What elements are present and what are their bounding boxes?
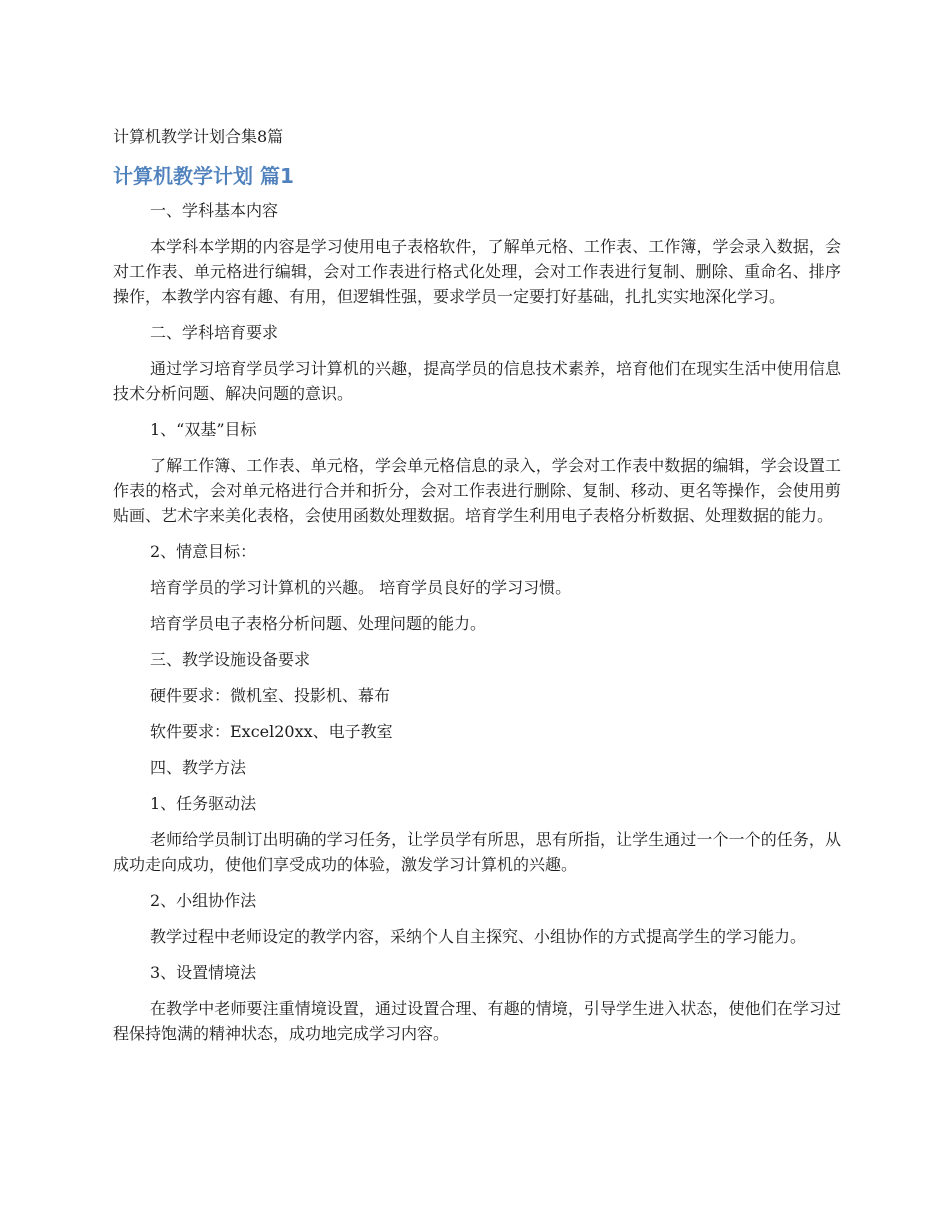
paragraph: 培育学员的学习计算机的兴趣。 培育学员良好的学习习惯。 [150, 578, 572, 597]
paragraph: 2、小组协作法 [150, 891, 257, 910]
paragraph: 1、“双基”目标 [150, 420, 257, 439]
paragraph: 二、学科培育要求 [150, 323, 279, 342]
document-title: 计算机教学计划合集8篇 [113, 127, 284, 146]
section-heading: 计算机教学计划 篇1 [113, 164, 294, 188]
paragraph: 本学科本学期的内容是学习使用电子表格软件，了解单元格、工作表、工作簿，学会录入数据，会对工作表、单元格进行编辑，会对工作表进行格式化处理，会对工作表进行复制、删除、重命名、排序操作，本教学内容有趣、有用，但逻辑性强，要求学员一定要打好基础，扎扎实实地深化学习。 [113, 237, 841, 306]
paragraph: 教学过程中老师设定的教学内容，采纳个人自主探究、小组协作的方式提高学生的学习能力。 [150, 927, 807, 946]
paragraph: 1、任务驱动法 [150, 794, 257, 813]
paragraph: 3、设置情境法 [150, 963, 257, 982]
paragraph: 一、学科基本内容 [150, 201, 279, 220]
paragraph: 培育学员电子表格分析问题、处理问题的能力。 [150, 614, 487, 633]
paragraph: 硬件要求：微机室、投影机、幕布 [150, 686, 391, 705]
paragraph: 在教学中老师要注重情境设置，通过设置合理、有趣的情境，引导学生进入状态，使他们在学习过程保持饱满的精神状态，成功地完成学习内容。 [113, 999, 841, 1043]
paragraph: 三、教学设施设备要求 [150, 650, 311, 669]
paragraph: 2、情意目标： [150, 542, 257, 561]
paragraph: 软件要求：Excel20xx、电子教室 [150, 722, 393, 741]
paragraph: 了解工作簿、工作表、单元格，学会单元格信息的录入，学会对工作表中数据的编辑，学会设置工作表的格式，会对单元格进行合并和折分，会对工作表进行删除、复制、移动、更名等操作，会使用剪贴画、艺术字来美化表格，会使用函数处理数据。培育学生利用电子表格分析数据、处理数据的能力。 [113, 456, 841, 525]
paragraph: 老师给学员制订出明确的学习任务，让学员学有所思，思有所指，让学生通过一个一个的任务，从成功走向成功，使他们享受成功的体验，激发学习计算机的兴趣。 [113, 830, 841, 874]
paragraph: 通过学习培育学员学习计算机的兴趣，提高学员的信息技术素养，培育他们在现实生活中使用信息技术分析问题、解决问题的意识。 [113, 359, 841, 403]
document-body [113, 124, 841, 1057]
paragraph: 四、教学方法 [150, 758, 247, 777]
